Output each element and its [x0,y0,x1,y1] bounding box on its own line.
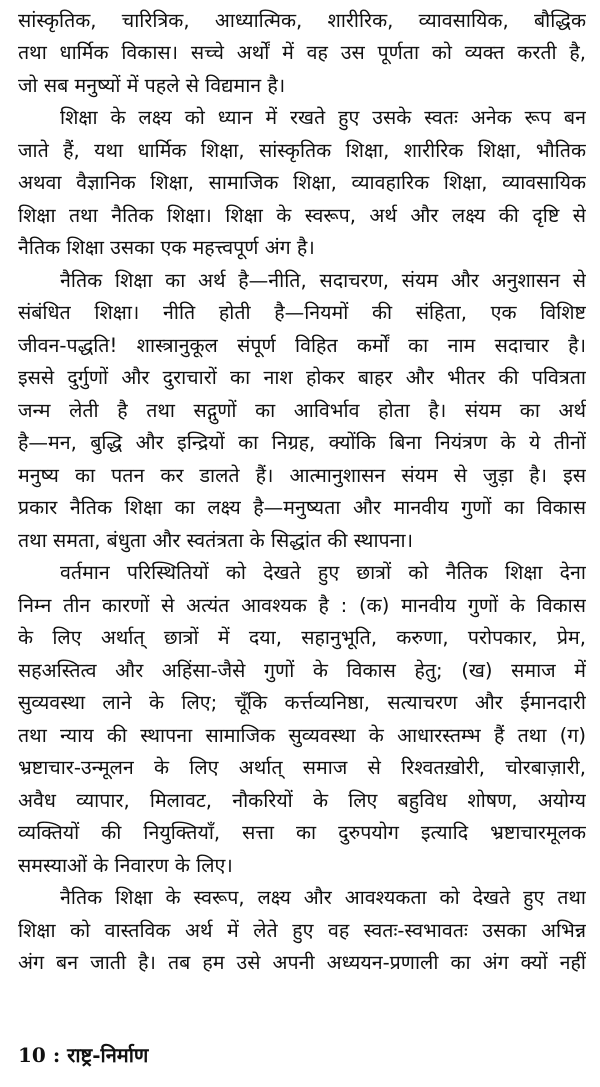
text-line: जो सब मनुष्यों में पहले से विद्यमान है। [18,74,286,97]
text-line: भ्रष्टाचार-उन्मूलन के लिए अर्थात् समाज से रिश्वतख़ोरी, चोरबाज़ारी, [18,756,586,779]
book-title: राष्ट्र-निर्माण [67,1043,149,1067]
text-line: जाते हैं, यथा धार्मिक शिक्षा, सांस्कृतिक शिक्षा, शारीरिक शिक्षा, भौतिक [18,139,586,162]
page-footer [18,1038,148,1072]
text-line: निम्न तीन कारणों से अत्यंत आवश्यक है : (क) मानवीय गुणों के विकास [18,594,586,617]
text-line: वर्तमान परिस्थितियों को देखते हुए छात्रों को नैतिक शिक्षा देना [60,561,586,584]
text-line: जन्म लेती है तथा सद्गुणों का आविर्भाव होता है। संयम का अर्थ [18,399,586,422]
text-line: सांस्कृतिक, चारित्रिक, आध्यात्मिक, शारीरिक, व्यावसायिक, बौद्धिक [18,9,586,32]
footer-separator: : [52,1043,61,1067]
text-line: संबंधित शिक्षा। नीति होती है—नियमों की संहिता, एक विशिष्ट [18,301,586,324]
text-line: अंग बन जाती है। तब हम उसे अपनी अध्ययन-प्रणाली का अंग क्यों नहीं [18,951,586,974]
text-line: शिक्षा के लक्ष्य को ध्यान में रखते हुए उसके स्वतः अनेक रूप बन [60,106,586,129]
text-line: समस्याओं के निवारण के लिए। [18,854,233,877]
text-line: है—मन, बुद्धि और इन्द्रियों का निग्रह, क्योंकि बिना नियंत्रण के ये तीनों [18,431,586,454]
text-line: सहअस्तित्व और अहिंसा-जैसे गुणों के विकास हेतु; (ख) समाज में [18,659,586,682]
text-line: तथा समता, बंधुता और स्वतंत्रता के सिद्धांत की स्थापना। [18,529,414,552]
text-line: मनुष्य का पतन कर डालते हैं। आत्मानुशासन संयम से जुड़ा है। इस [18,464,586,487]
text-line: इससे दुर्गुणों और दुराचारों का नाश होकर बाहर और भीतर की पवित्रता [18,366,586,389]
text-line: नैतिक शिक्षा के स्वरूप, लक्ष्य और आवश्यकता को देखते हुए तथा [60,886,586,909]
text-line: व्यक्तियों की नियुक्तियाँ, सत्ता का दुरुपयोग इत्यादि भ्रष्टाचारमूलक [18,821,586,844]
text-line: अथवा वैज्ञानिक शिक्षा, सामाजिक शिक्षा, व्यावहारिक शिक्षा, व्यावसायिक [18,171,586,194]
text-line: तथा धार्मिक विकास। सच्चे अर्थों में वह उस पूर्णता को व्यक्त करती है, [18,41,586,64]
text-line: नैतिक शिक्षा का अर्थ है—नीति, सदाचरण, संयम और अनुशासन से [60,269,586,292]
text-line: शिक्षा को वास्तविक अर्थ में लेते हुए वह स्वतः-स्वभावतः उसका अभिन्न [18,919,586,942]
text-line: सुव्यवस्था लाने के लिए; चूँकि कर्त्तव्यनिष्ठा, सत्याचरण और ईमानदारी [18,691,586,714]
text-line: नैतिक शिक्षा उसका एक महत्त्वपूर्ण अंग है। [18,236,315,259]
text-line: के लिए अर्थात् छात्रों में दया, सहानुभूति, करुणा, परोपकार, प्रेम, [18,626,586,649]
text-line: प्रकार नैतिक शिक्षा का लक्ष्य है—मनुष्यता और मानवीय गुणों का विकास [18,496,586,519]
text-line: शिक्षा तथा नैतिक शिक्षा। शिक्षा के स्वरूप, अर्थ और लक्ष्य की दृष्टि से [18,204,586,227]
page-number: 10 [18,1043,46,1067]
text-line: अवैध व्यापार, मिलावट, नौकरियों के लिए बहुविध शोषण, अयोग्य [18,789,586,812]
text-line: तथा न्याय की स्थापना सामाजिक सुव्यवस्था के आधारस्तम्भ हैं तथा (ग) [18,724,586,747]
text-line: जीवन-पद्धति! शास्त्रानुकूल संपूर्ण विहित कर्मों का नाम सदाचार है। [18,334,586,357]
